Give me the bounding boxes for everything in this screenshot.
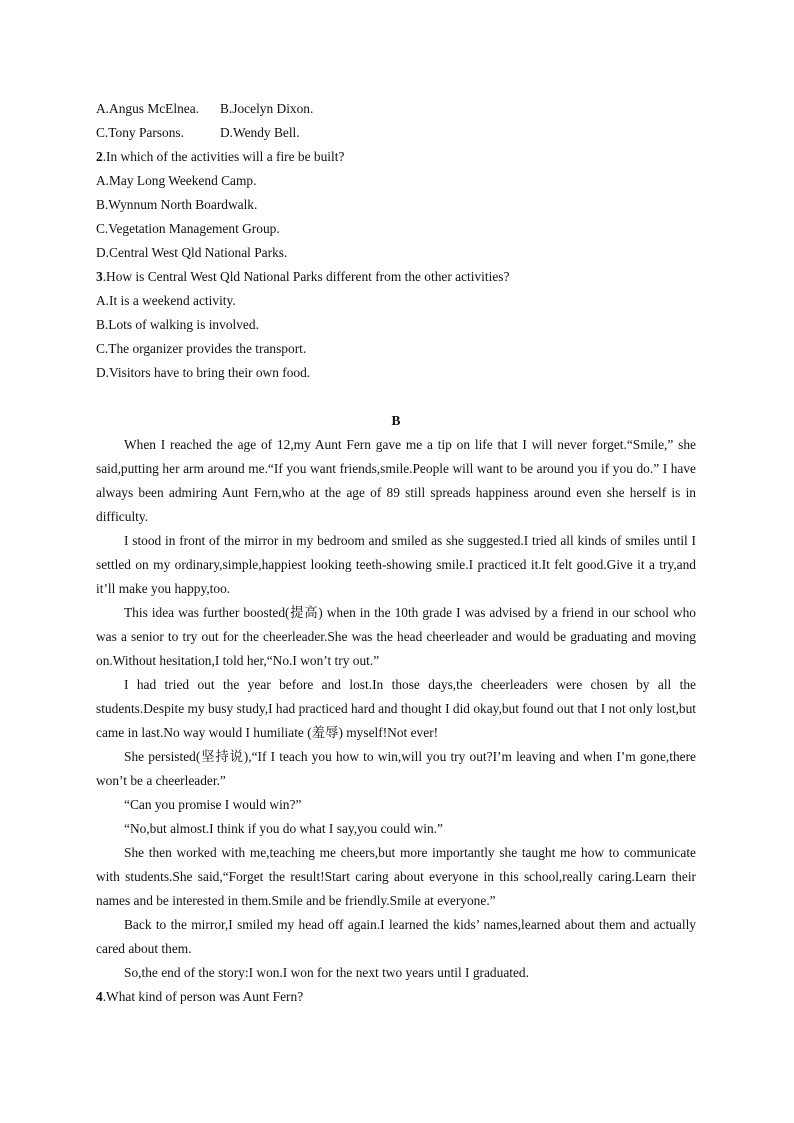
question-number: 3 [96,269,103,284]
option-d: D.Central West Qld National Parks. [96,245,288,260]
passage-paragraph: So,the end of the story:I won.I won for the next two years until I graduated. [124,965,529,980]
option-a: A.May Long Weekend Camp. [96,173,257,188]
option-a: A.Angus McElnea. [96,101,200,116]
question-number: 4 [96,989,103,1004]
question-number: 2 [96,149,103,164]
option-a: A.It is a weekend activity. [96,293,236,308]
passage-paragraph: I stood in front of the mirror in my bedroom and smiled as she suggested.I tried all kinds of smiles until I settled on my ordinary,simple,happiest looking teeth-showing smile.I practiced it.It felt good.Give it a try,and it’ll make you happy,too. [96,533,696,596]
question-4 [96,985,696,1009]
option-b: B.Lots of walking is involved. [96,317,259,332]
q1-options-row-2 [96,121,696,145]
passage-paragraph: “No,but almost.I think if you do what I say,you could win.” [124,821,443,836]
passage-paragraph: I had tried out the year before and lost.In those days,the cheerleaders were chosen by all the students.Despite my busy study,I had practiced hard and thought I did okay,but found out that I not only lost,but came in last.No way would I humiliate (羞辱) myself!Not ever! [96,677,697,740]
option-b: B.Jocelyn Dixon. [220,101,314,116]
document-content [96,97,696,1009]
question-text: .What kind of person was Aunt Fern? [102,989,304,1004]
option-c: C.The organizer provides the transport. [96,341,307,356]
option-c: C.Vegetation Management Group. [96,221,280,236]
question-3 [96,265,696,289]
passage-paragraph: This idea was further boosted(提高) when in the 10th grade I was advised by a friend in our school who was a senior to try out for the cheerleader.She was the head cheerleader and would be graduating and moving on.Without hesitation,I told her,“No.I won’t try out.” [96,605,696,668]
option-d: D.Wendy Bell. [220,125,300,140]
question-text: .In which of the activities will a fire be built? [102,149,345,164]
passage-paragraph: She then worked with me,teaching me cheers,but more importantly she taught me how to communicate with students.She said,“Forget the result!Start caring about everyone in this school,really caring.Learn their names and be interested in them.Smile and be friendly.Smile at everyone.” [96,845,696,908]
passage-paragraph: When I reached the age of 12,my Aunt Fern gave me a tip on life that I will never forget.“Smile,” she said,putting her arm around me.“If you want friends,smile.People will want to be around you if you do.” I have always been admiring Aunt Fern,who at the age of 89 still spreads happiness around even she herself is in difficulty. [96,437,696,524]
passage-paragraph: She persisted(坚持说),“If I teach you how to win,will you try out?I’m leaving and when I’m gone,there won’t be a cheerleader.” [96,749,696,788]
passage-paragraph: Back to the mirror,I smiled my head off again.I learned the kids’ names,learned about them and actually cared about them. [96,917,696,956]
section-heading: B [391,413,401,428]
question-text: .How is Central West Qld National Parks different from the other activities? [102,269,510,284]
option-b: B.Wynnum North Boardwalk. [96,197,258,212]
question-2 [96,145,696,169]
passage-paragraph: “Can you promise I would win?” [124,797,302,812]
option-d: D.Visitors have to bring their own food. [96,365,311,380]
option-c: C.Tony Parsons. [96,125,184,140]
q1-options-row-1 [96,97,696,121]
